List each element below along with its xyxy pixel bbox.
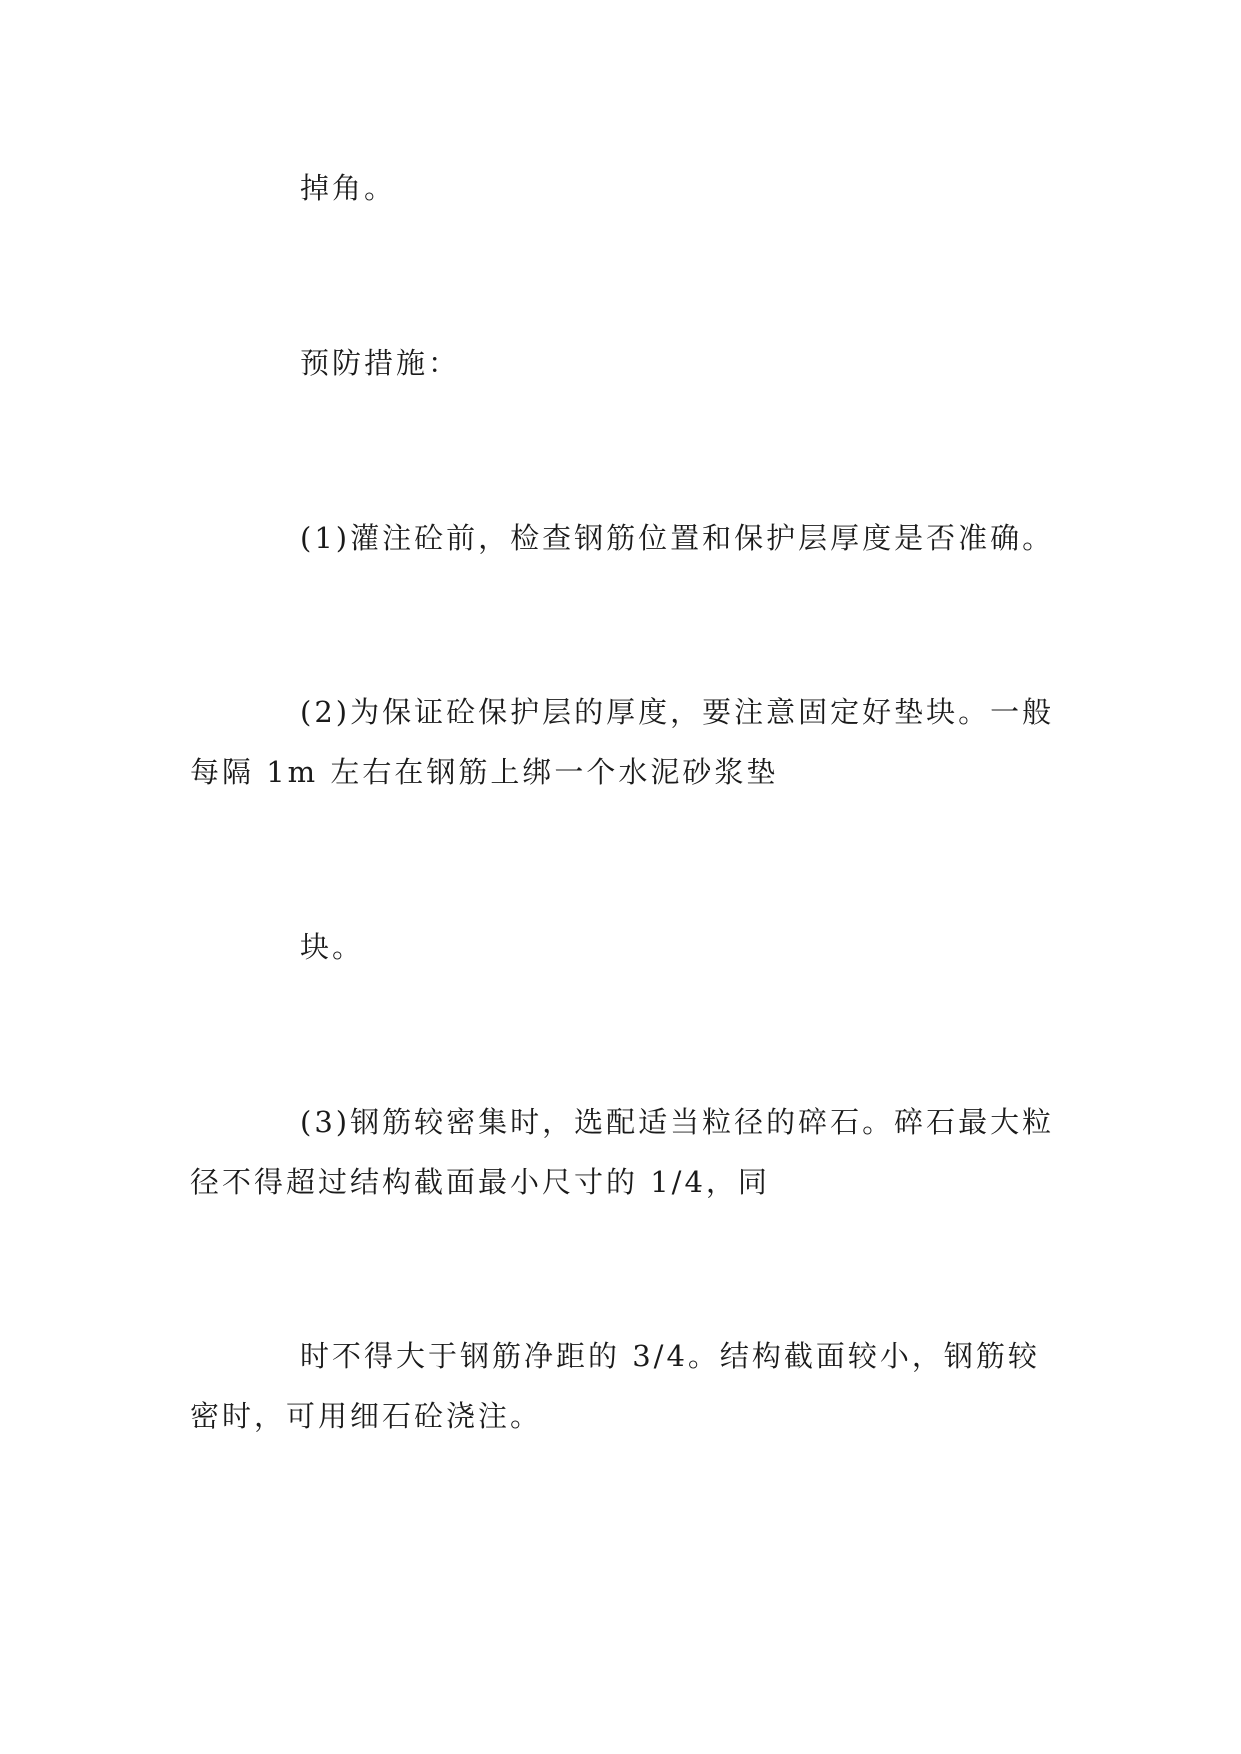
paragraph-2: 预防措施： xyxy=(300,346,461,380)
paragraph-3: (1)灌注砼前，检查钢筋位置和保护层厚度是否准确。 xyxy=(300,521,1055,555)
paragraph-5: 块。 xyxy=(300,930,365,964)
paragraph-6: (3)钢筋较密集时，选配适当粒径的碎石。碎石最大粒径不得超过结构截面最小尺寸的 1/4，同 xyxy=(190,1105,1055,1199)
paragraph-4: (2)为保证砼保护层的厚度，要注意固定好垫块。一般每隔 1m 左右在钢筋上绑一个水泥砂浆垫 xyxy=(190,695,1055,789)
paragraph-7: 时不得大于钢筋净距的 3/4。结构截面较小，钢筋较密时，可用细石砼浇注。 xyxy=(190,1339,1040,1433)
paragraph-1: 掉角。 xyxy=(300,171,397,205)
